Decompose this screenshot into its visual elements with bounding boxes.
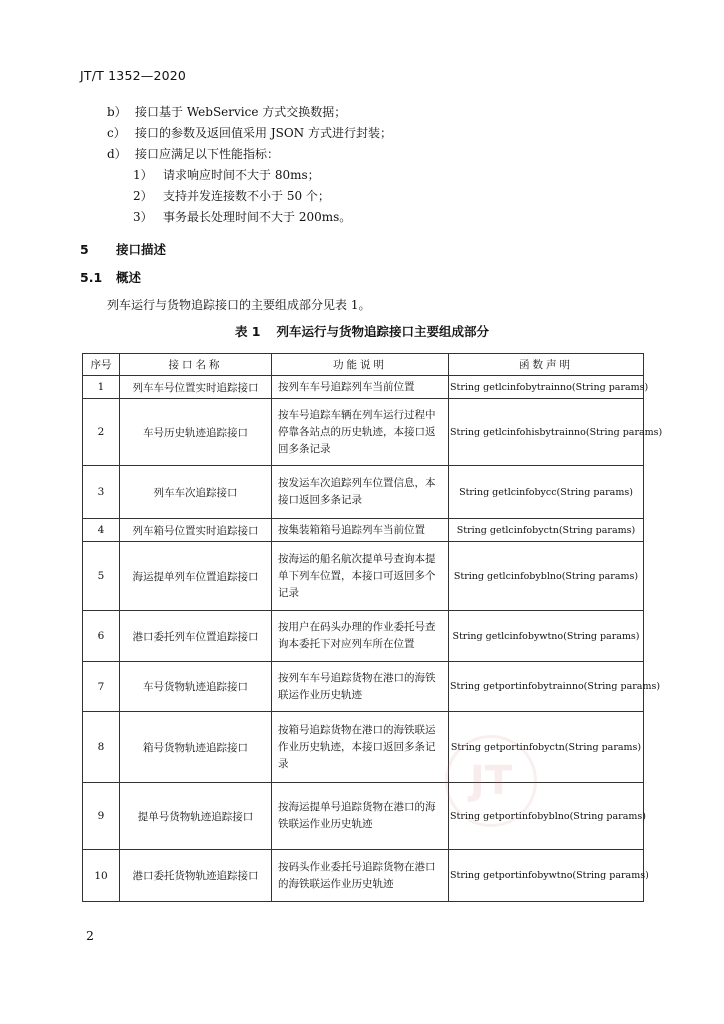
sublist-item-1	[133, 166, 320, 183]
cell-decl: String getportinfobyblno(String params)	[449, 783, 644, 850]
cell-name: 列车车次追踪接口	[120, 466, 272, 519]
sublist-text: 事务最长处理时间不大于 200ms。	[163, 210, 352, 224]
cell-name: 列车车号位置实时追踪接口	[120, 376, 272, 399]
section-number: 5.1	[80, 270, 103, 285]
sublist-item-2	[133, 187, 330, 204]
list-item-d	[107, 145, 279, 162]
sublist-item-3	[133, 208, 351, 225]
list-item-c	[107, 124, 392, 141]
header-func: 功能说明	[272, 354, 449, 376]
cell-no: 10	[83, 850, 120, 902]
cell-func: 按海运的船名航次提单号查询本提单下列车位置，本接口可返回多个记录	[272, 542, 449, 611]
section-heading-5-1	[80, 268, 141, 286]
page-number: 2	[86, 928, 94, 943]
cell-no: 5	[83, 542, 120, 611]
table-number: 表 1	[234, 324, 261, 339]
list-text: 接口应满足以下性能指标：	[135, 147, 280, 161]
cell-name: 提单号货物轨迹追踪接口	[120, 783, 272, 850]
table-row	[83, 519, 644, 542]
section-heading-5	[80, 240, 166, 258]
cell-decl: String getlcinfobywtno(String params)	[449, 611, 644, 662]
standard-number: JT/T 1352—2020	[80, 68, 187, 83]
list-text: 接口的参数及返回值采用 JSON 方式进行封装；	[135, 126, 392, 140]
cell-name: 车号货物轨迹追踪接口	[120, 662, 272, 712]
table-row	[83, 466, 644, 519]
table-row	[83, 611, 644, 662]
cell-name: 港口委托货物轨迹追踪接口	[120, 850, 272, 902]
cell-func: 按发运车次追踪列车位置信息，本接口返回多条记录	[272, 466, 449, 519]
cell-decl: String getlcinfobycc(String params)	[449, 466, 644, 519]
watermark-text: JT	[469, 758, 513, 804]
table-title: 列车运行与货物追踪接口主要组成部分	[276, 324, 490, 339]
cell-func: 按车号追踪车辆在列车运行过程中停靠各站点的历史轨迹，本接口返回多条记录	[272, 399, 449, 466]
header-no: 序号	[83, 354, 120, 376]
cell-decl: String getlcinfobytrainno(String params)	[449, 376, 644, 399]
table-row	[83, 783, 644, 850]
list-marker: c）	[107, 126, 126, 140]
cell-decl: String getlcinfobyblno(String params)	[449, 542, 644, 611]
cell-func: 按列车车号追踪列车当前位置	[272, 376, 449, 399]
cell-decl: String getportinfobyctn(String params)	[449, 712, 644, 783]
section-title: 概述	[116, 270, 142, 285]
cell-func: 按海运提单号追踪货物在港口的海铁联运作业历史轨迹	[272, 783, 449, 850]
cell-func: 按列车车号追踪货物在港口的海铁联运作业历史轨迹	[272, 662, 449, 712]
cell-decl: String getportinfobytrainno(String params)	[449, 662, 644, 712]
sublist-marker: 3）	[133, 210, 153, 224]
table-row	[83, 850, 644, 902]
sublist-text: 支持并发连接数不小于 50 个；	[163, 189, 330, 203]
cell-decl: String getlcinfobyctn(String params)	[449, 519, 644, 542]
cell-decl: String getlcinfohisbytrainno(String params)	[449, 399, 644, 466]
cell-no: 3	[83, 466, 120, 519]
cell-no: 8	[83, 712, 120, 783]
table-row	[83, 542, 644, 611]
list-marker: d）	[107, 147, 127, 161]
cell-no: 7	[83, 662, 120, 712]
sublist-marker: 2）	[133, 189, 153, 203]
cell-no: 9	[83, 783, 120, 850]
header-decl: 函数声明	[449, 354, 644, 376]
list-text: 接口基于 WebService 方式交换数据；	[135, 105, 347, 119]
cell-func: 按用户在码头办理的作业委托号查询本委托下对应列车所在位置	[272, 611, 449, 662]
cell-name: 箱号货物轨迹追踪接口	[120, 712, 272, 783]
section-title: 接口描述	[116, 242, 167, 257]
cell-no: 4	[83, 519, 120, 542]
table-caption	[0, 322, 724, 340]
cell-decl: String getportinfobywtno(String params)	[449, 850, 644, 902]
table-row	[83, 399, 644, 466]
interface-table	[82, 353, 663, 902]
cell-name: 列车箱号位置实时追踪接口	[120, 519, 272, 542]
sublist-text: 请求响应时间不大于 80ms；	[163, 168, 320, 182]
table-row	[83, 712, 644, 783]
table-row	[83, 376, 644, 399]
cell-name: 港口委托列车位置追踪接口	[120, 611, 272, 662]
cell-no: 2	[83, 399, 120, 466]
cell-name: 海运提单列车位置追踪接口	[120, 542, 272, 611]
sublist-marker: 1）	[133, 168, 153, 182]
table-header-row	[83, 354, 644, 376]
cell-func: 按码头作业委托号追踪货物在港口的海铁联运作业历史轨迹	[272, 850, 449, 902]
cell-func: 按箱号追踪货物在港口的海铁联运作业历史轨迹，本接口返回多条记录	[272, 712, 449, 783]
cell-no: 6	[83, 611, 120, 662]
table-row	[83, 662, 644, 712]
cell-name: 车号历史轨迹追踪接口	[120, 399, 272, 466]
cell-func: 按集装箱箱号追踪列车当前位置	[272, 519, 449, 542]
watermark-stamp	[445, 735, 537, 827]
header-name: 接口名称	[120, 354, 272, 376]
section-number: 5	[80, 242, 89, 257]
list-item-b	[107, 103, 346, 120]
cell-no: 1	[83, 376, 120, 399]
list-marker: b）	[107, 105, 127, 119]
intro-paragraph: 列车运行与货物追踪接口的主要组成部分见表 1。	[107, 298, 371, 312]
